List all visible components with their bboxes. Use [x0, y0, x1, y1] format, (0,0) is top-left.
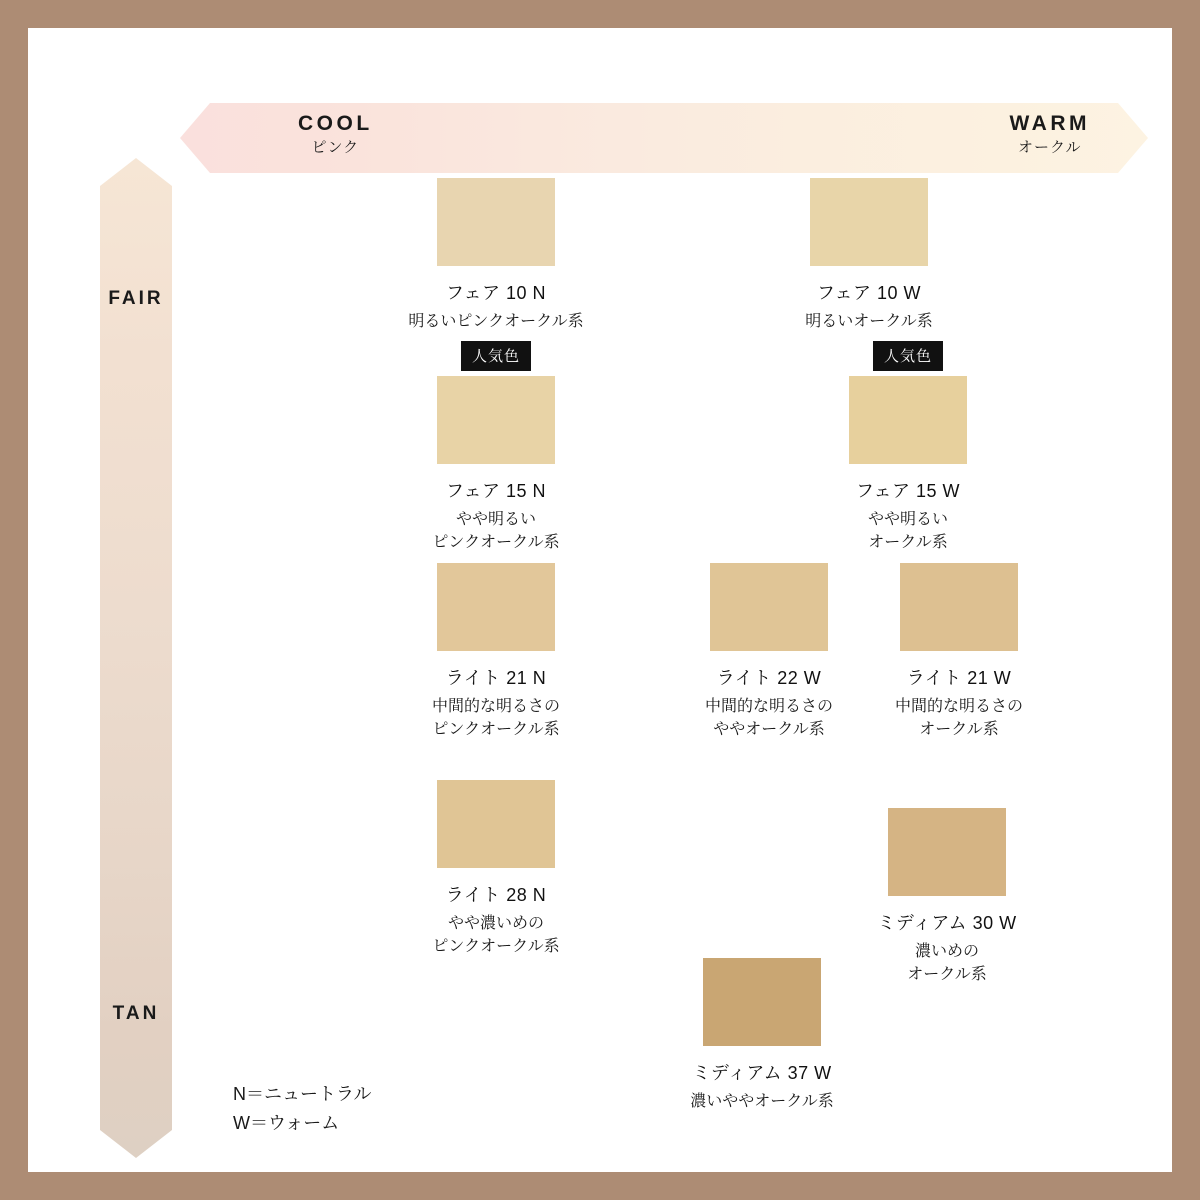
- swatch-name: フェア 15 W: [855, 481, 961, 501]
- swatch-desc-line1: やや濃いめの: [447, 915, 544, 932]
- legend-line-warm: W＝ウォーム: [233, 1112, 340, 1133]
- legend: [233, 1080, 371, 1138]
- swatch-name: ミディアム 30 W: [877, 913, 1017, 933]
- swatch-chip[interactable]: [437, 178, 555, 266]
- warm-label: WARM: [1009, 112, 1090, 135]
- swatch-desc-line1: やや明るい: [867, 511, 948, 528]
- fair-tan-axis: [100, 158, 172, 1158]
- swatch-name: フェア 10 N: [445, 283, 547, 303]
- swatch-chip[interactable]: [849, 376, 967, 464]
- cool-axis-label-group: [298, 111, 373, 160]
- cool-sublabel: ピンク: [311, 139, 360, 157]
- swatch-chip[interactable]: [888, 808, 1006, 896]
- swatch-desc-line2: ピンクオークル系: [432, 721, 560, 739]
- warm-sublabel: オークル: [1017, 139, 1082, 157]
- swatch-light-28-n[interactable]: [346, 780, 646, 958]
- swatch-chip[interactable]: [437, 780, 555, 868]
- swatch-name: ミディアム 37 W: [692, 1063, 832, 1083]
- swatch-desc-line1: 中間的な明るさの: [894, 698, 1023, 715]
- swatch-desc-line2: ピンクオークル系: [432, 534, 560, 552]
- fair-label: FAIR: [108, 288, 164, 309]
- swatch-desc-line2: オークル系: [907, 966, 987, 984]
- swatch-name: フェア 15 N: [445, 481, 547, 501]
- chart-canvas: [28, 28, 1172, 1172]
- swatch-desc-line2: ややオークル系: [713, 721, 825, 739]
- swatch-name: フェア 10 W: [816, 283, 922, 303]
- tan-label: TAN: [112, 1003, 160, 1024]
- swatch-fair-15-w[interactable]: [758, 348, 1058, 554]
- swatch-name: ライト 28 N: [445, 885, 547, 905]
- swatch-chip[interactable]: [703, 958, 821, 1046]
- swatch-desc-line1: 濃いめの: [914, 943, 979, 960]
- swatch-light-21-w[interactable]: [809, 563, 1109, 741]
- swatch-desc-line1: 中間的な明るさの: [704, 698, 833, 715]
- swatch-fair-15-n[interactable]: [346, 348, 646, 554]
- swatch-fair-10-n[interactable]: [346, 178, 646, 333]
- swatch-desc-line1: 濃いややオークル系: [690, 1093, 834, 1110]
- swatch-chip[interactable]: [900, 563, 1018, 651]
- swatch-light-21-n[interactable]: [346, 563, 646, 741]
- popular-badge: 人気色: [873, 341, 943, 371]
- swatch-medium-37-w[interactable]: [612, 958, 912, 1113]
- legend-line-neutral: N＝ニュートラル: [233, 1084, 372, 1104]
- swatch-desc-line1: 明るいピンクオークル系: [408, 313, 584, 330]
- swatch-chip[interactable]: [810, 178, 928, 266]
- cool-warm-axis: [180, 103, 1148, 173]
- swatch-desc-line2: ピンクオークル系: [432, 938, 560, 956]
- swatch-desc-line1: 中間的な明るさの: [431, 698, 560, 715]
- swatch-name: ライト 22 W: [716, 668, 822, 688]
- swatch-name: ライト 21 W: [906, 668, 1012, 688]
- swatch-desc-line1: やや明るい: [455, 511, 536, 528]
- swatch-desc-line2: オークル系: [868, 534, 948, 552]
- swatch-chip[interactable]: [437, 563, 555, 651]
- swatch-chip[interactable]: [437, 376, 555, 464]
- popular-badge: 人気色: [461, 341, 531, 371]
- warm-axis-label-group: [1010, 111, 1091, 160]
- swatch-fair-10-w[interactable]: [719, 178, 1019, 333]
- swatch-desc-line1: 明るいオークル系: [805, 313, 933, 330]
- swatch-desc-line2: オークル系: [919, 721, 999, 739]
- swatch-name: ライト 21 N: [445, 668, 547, 688]
- cool-label: COOL: [298, 112, 373, 135]
